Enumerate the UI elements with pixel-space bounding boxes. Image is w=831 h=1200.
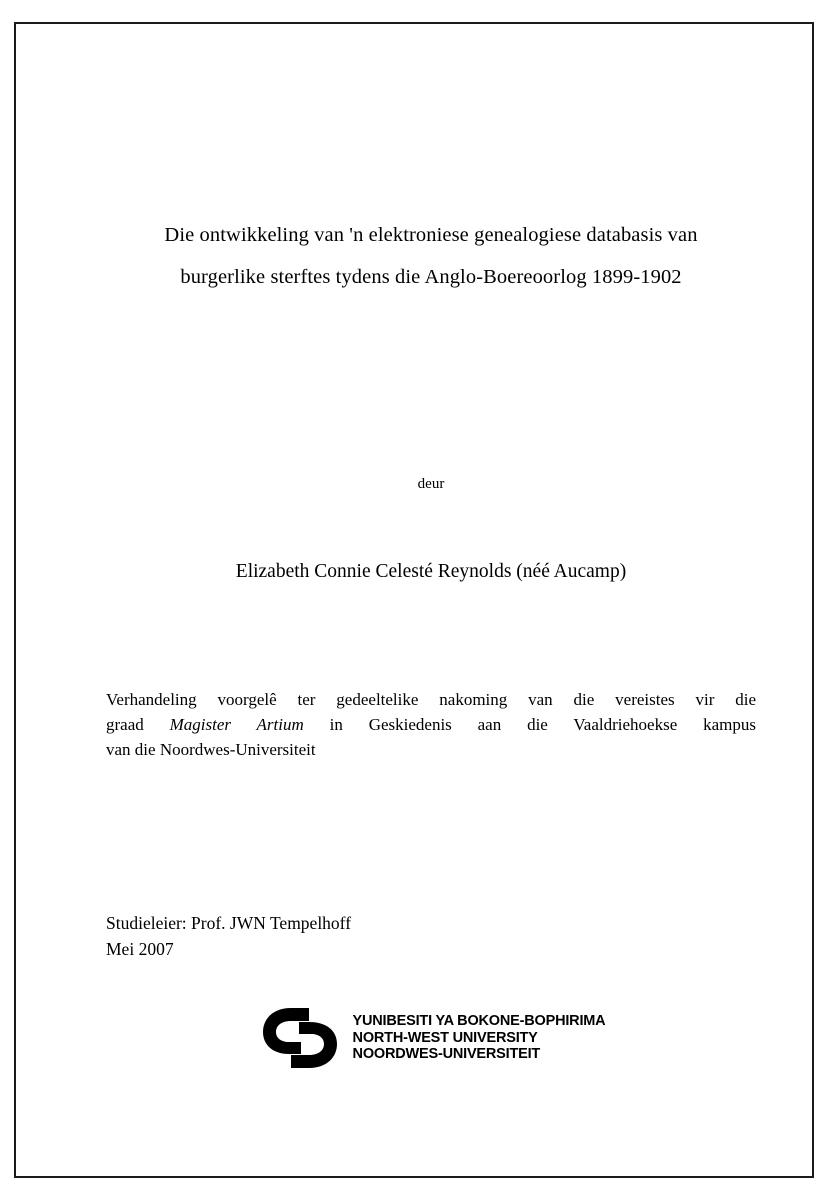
logo-text-line-1: YUNIBESITI YA BOKONE-BOPHIRIMA (352, 1013, 606, 1030)
nwu-logo-mark-icon (257, 1002, 343, 1074)
degree-statement-line-2-pre: graad (106, 715, 170, 734)
byline-label: deur (417, 476, 445, 492)
submission-date: Mei 2007 (106, 939, 174, 959)
degree-statement-line-2-post: in Geskiedenis aan die Vaaldriehoekse kampus (303, 715, 756, 734)
supervisor-block (106, 910, 756, 962)
degree-statement-line-3: van die Noordwes-Universiteit (106, 740, 316, 759)
supervisor-name: Studieleier: Prof. JWN Tempelhoff (106, 913, 352, 933)
university-logo (106, 1002, 756, 1074)
degree-statement-line-2 (106, 712, 756, 737)
logo-text-line-3: NOORDWES-UNIVERSITEIT (352, 1046, 541, 1063)
page-title (106, 214, 756, 298)
university-logo-text (353, 1013, 606, 1063)
title-line-2: burgerlike sterftes tydens die Anglo-Boereoorlog 1899-1902 (180, 266, 682, 288)
logo-text-line-2: NORTH-WEST UNIVERSITY (352, 1029, 538, 1046)
title-line-1: Die ontwikkeling van 'n elektroniese genealogiese databasis van (164, 224, 698, 246)
degree-statement (106, 687, 756, 762)
title-page-content (106, 214, 756, 1074)
degree-name: Magister Artium (169, 715, 304, 734)
page-border (14, 22, 814, 1178)
degree-statement-line-1: Verhandeling voorgelê ter gedeeltelike nakoming van die vereistes vir die (106, 690, 756, 709)
author-name: Elizabeth Connie Celesté Reynolds (néé Aucamp) (235, 561, 627, 582)
